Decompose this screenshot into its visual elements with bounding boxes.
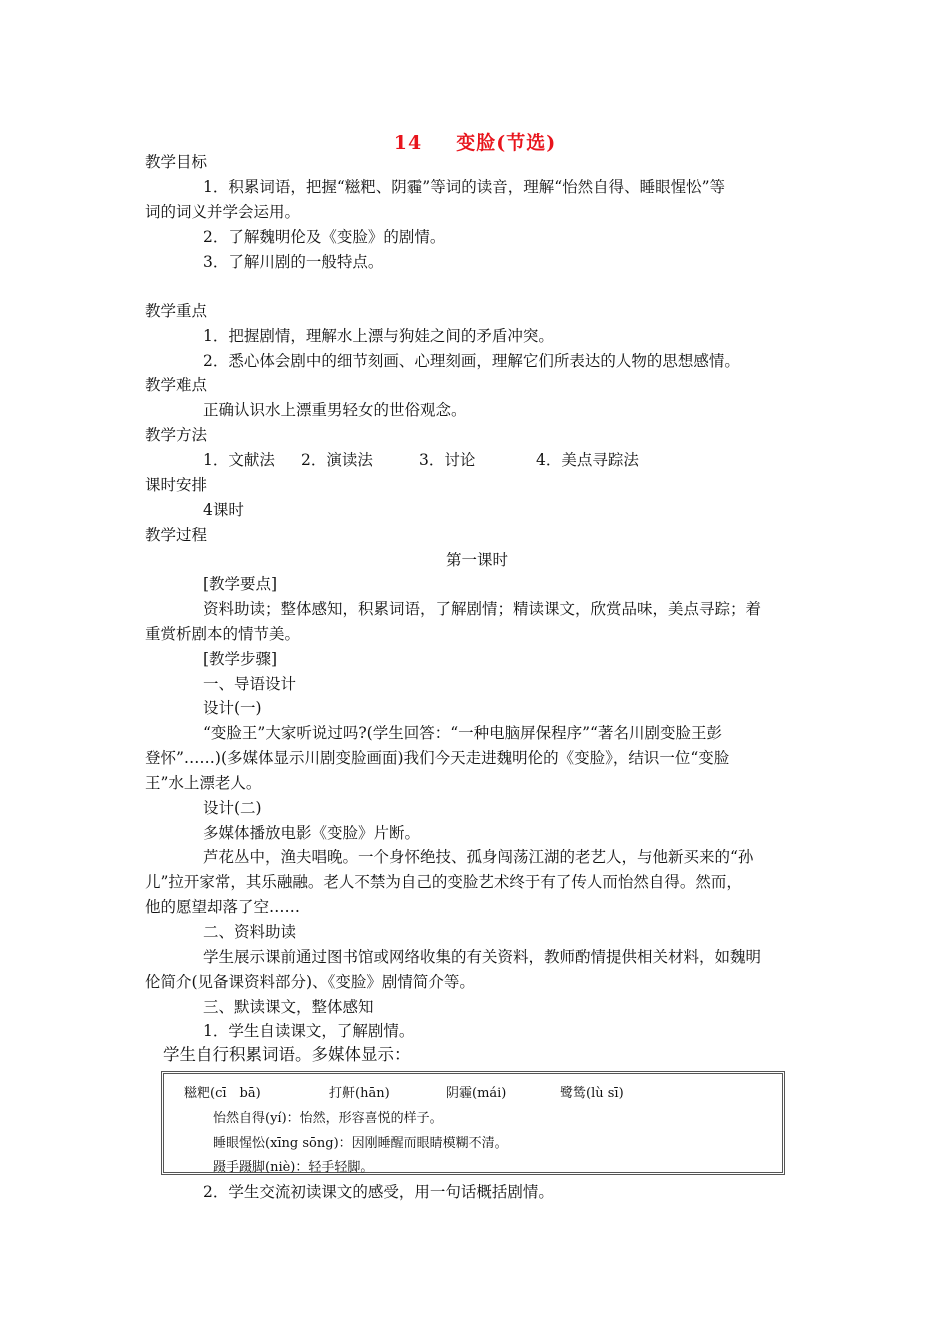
goals-heading: 教学目标	[145, 153, 208, 171]
method-item: 4．美点寻踪法	[536, 451, 639, 469]
vocab-intro: 学生自行积累词语。多媒体显示：	[163, 1045, 411, 1064]
vocab-item: 糍粑(cī bā)	[184, 1086, 261, 1101]
step-1: 一、导语设计	[203, 675, 297, 693]
vocab-row-2: 怡然自得(yí)：怡然，形容喜悦的样子。	[213, 1111, 443, 1126]
goal-1-line-1: 1．积累词语，把握“糍粑、阴霾”等词的读音，理解“怡然自得、睡眼惺忪”等	[203, 178, 726, 196]
lesson-number: 14	[393, 132, 423, 154]
method-item: 2．演读法	[301, 451, 373, 469]
design-2-line-3: 儿”拉开家常，其乐融融。老人不禁为自己的变脸艺术终于有了传人而怡然自得。然而，	[145, 873, 742, 891]
step-3-line-1: 1．学生自读课文，了解剧情。	[203, 1022, 415, 1040]
points-line-1: 资料助读；整体感知，积累词语，了解剧情；精读课文，欣赏品味，美点寻踪；着	[203, 600, 762, 618]
vocab-item: 鹭鸶(lù sī)	[560, 1086, 624, 1101]
schedule-heading: 课时安排	[145, 476, 208, 494]
lesson-title: 变脸(节选)	[456, 132, 557, 154]
schedule-text: 4课时	[203, 501, 244, 519]
methods-list	[203, 448, 639, 472]
goal-2: 2．了解魏明伦及《变脸》的剧情。	[203, 228, 446, 246]
design-2-line-4: 他的愿望却落了空……	[145, 898, 301, 916]
key-1: 1．把握剧情，理解水上漂与狗娃之间的矛盾冲突。	[203, 327, 554, 345]
key-2: 2．悉心体会剧中的细节刻画、心理刻画，理解它们所表达的人物的思想感情。	[203, 352, 740, 370]
key-heading: 教学重点	[145, 302, 208, 320]
points-heading: [教学要点]	[203, 575, 278, 593]
design-1-heading: 设计(一)	[203, 699, 262, 717]
method-heading: 教学方法	[145, 426, 208, 444]
method-item: 3．讨论	[419, 451, 476, 469]
page-title	[0, 128, 950, 155]
vocabulary-box	[161, 1071, 785, 1175]
step-2: 二、资料助读	[203, 923, 297, 941]
design-2-heading: 设计(二)	[203, 799, 262, 817]
step-2-line-2: 伦简介(见备课资料部分)、《变脸》剧情简介等。	[145, 973, 475, 991]
step-3: 三、默读课文，整体感知	[203, 998, 374, 1016]
design-2-line-2: 芦花丛中，渔夫唱晚。一个身怀绝技、孤身闯荡江湖的老艺人，与他新买来的“孙	[203, 848, 754, 866]
design-1-line-3: 王”水上漂老人。	[145, 774, 262, 792]
vocab-item: 阴霾(mái)	[446, 1086, 507, 1101]
step-2-line-1: 学生展示课前通过图书馆或网络收集的有关资料，教师酌情提供相关材料，如魏明	[203, 948, 762, 966]
difficulty-text: 正确认识水上漂重男轻女的世俗观念。	[203, 401, 467, 419]
steps-heading: [教学步骤]	[203, 650, 278, 668]
difficulty-heading: 教学难点	[145, 376, 208, 394]
method-item: 1．文献法	[203, 451, 275, 469]
design-1-line-1: “变脸王”大家听说过吗?(学生回答：“一种电脑屏保程序”“著名川剧变脸王彭	[203, 724, 722, 742]
goal-1-line-2: 词的词义并学会运用。	[145, 203, 301, 221]
process-heading: 教学过程	[145, 526, 208, 544]
points-line-2: 重赏析剧本的情节美。	[145, 625, 301, 643]
design-1-line-2: 登怀”……)(多媒体显示川剧变脸画面)我们今天走进魏明伦的《变脸》，结识一位“变脸	[145, 749, 730, 767]
vocab-row-3: 睡眼惺忪(xīng sōng)：因刚睡醒而眼睛模糊不清。	[213, 1136, 508, 1151]
vocab-item: 打鼾(hān)	[329, 1086, 390, 1101]
step-3-line-2: 2．学生交流初读课文的感受，用一句话概括剧情。	[203, 1183, 554, 1201]
lesson-1-heading: 第一课时	[445, 551, 508, 569]
design-2-line-1: 多媒体播放电影《变脸》片断。	[203, 824, 421, 842]
goal-3: 3．了解川剧的一般特点。	[203, 253, 384, 271]
vocab-row-4: 蹑手蹑脚(niè)：轻手轻脚。	[213, 1160, 374, 1175]
